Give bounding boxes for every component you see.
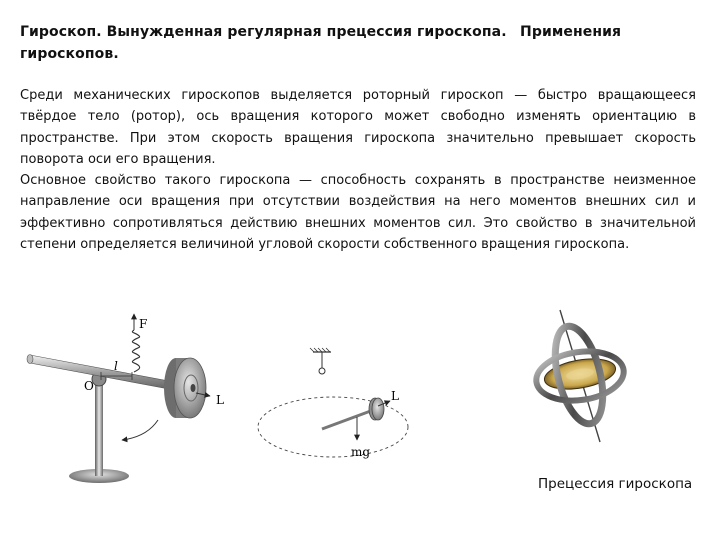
gyroscope-figures xyxy=(0,300,720,500)
title-line-2: гироскопов. xyxy=(20,46,119,62)
momentum-label-right: L xyxy=(391,389,399,403)
gyroscope-axle xyxy=(322,409,376,429)
title-line-1: Гироскоп. Вынужденная регулярная прецессия гироскопа. xyxy=(20,24,507,40)
paragraph-property: Основное свойство такого гироскопа — способность сохранять в пространстве неизменное направление оси вращения при отсутствии воздействия на него моментов внешних сил и эффективно сопротивляться действию внешних моментов сил. Это свойство в значительной степени определяется величиной угловой скорости собственного вращения гироскопа. xyxy=(20,173,696,252)
slide-title xyxy=(20,21,710,65)
stand-pole xyxy=(95,378,103,476)
precession-orbit xyxy=(258,397,408,457)
title-line-1-right: Применения xyxy=(520,24,622,40)
figure-caption: Прецессия гироскопа xyxy=(538,476,693,492)
spring xyxy=(132,330,139,372)
arm-label: l xyxy=(114,359,118,373)
rotor-disk xyxy=(174,358,206,418)
suspended-gyroscope-figure xyxy=(258,348,408,459)
paragraph-intro: Среди механических гироскопов выделяется роторный гироскоп — быстро вращающееся твёрдое тело (ротор), ось вращения которого может свободно изменять ориентацию в пространстве. При этом скорость вращения гироскопа значительно превышает скорость поворота оси его вращения. xyxy=(20,88,696,167)
gimbal-gyroscope-figure xyxy=(533,310,627,442)
gravity-label: mg xyxy=(351,445,371,459)
pivot-label: O xyxy=(84,379,94,393)
momentum-label-left: L xyxy=(216,393,224,407)
stand-gyroscope-figure xyxy=(27,314,224,483)
force-label: F xyxy=(139,317,148,331)
precession-arrow-left xyxy=(122,420,158,440)
gyroscope-rod xyxy=(30,355,185,392)
